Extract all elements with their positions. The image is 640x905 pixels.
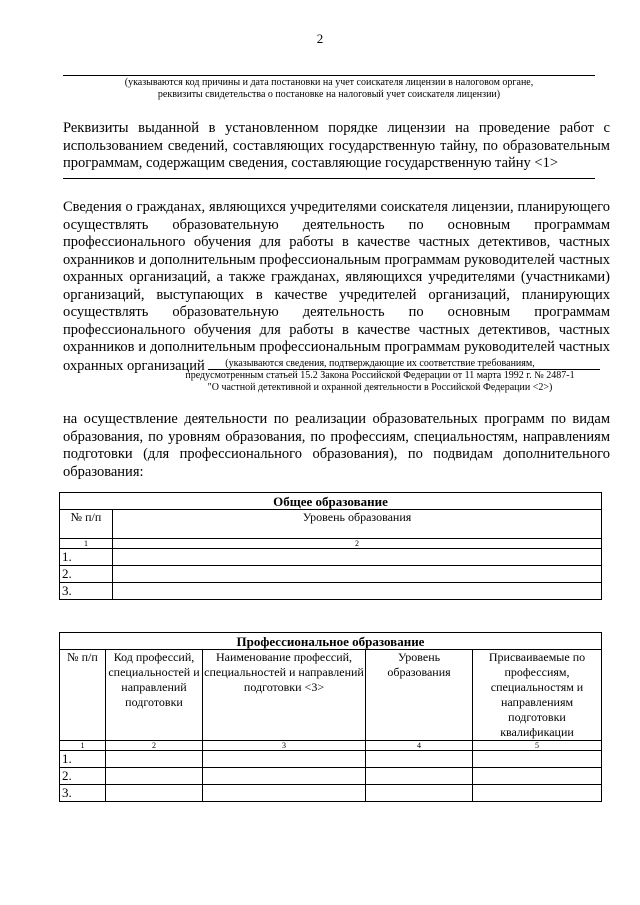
prof-index-5: 5 (473, 741, 602, 751)
general-table-title: Общее образование (60, 493, 602, 510)
prof-name-cell[interactable] (203, 751, 366, 768)
prof-index-1: 1 (60, 741, 106, 751)
general-header-number: № п/п (60, 510, 113, 539)
prof-name-cell[interactable] (203, 785, 366, 802)
prof-level-cell[interactable] (366, 751, 473, 768)
license-details-line (63, 178, 595, 179)
license-details-paragraph: Реквизиты выданной в установленном порядке лицензии на проведение работ с использованием сведений, составляющих государственную тайну, по образовательным программам, содержащим сведения, составляющие государственную тайну <1> (63, 120, 610, 171)
table-row (60, 549, 602, 566)
table-row (60, 768, 602, 785)
prof-qualification-cell[interactable] (473, 768, 602, 785)
table-row (60, 751, 602, 768)
prof-header-number: № п/п (60, 650, 106, 741)
general-header-level: Уровень образования (113, 510, 602, 539)
general-level-cell[interactable] (113, 549, 602, 566)
prof-code-cell[interactable] (106, 751, 203, 768)
prof-header-qualification: Присваиваемые по профессиям, специальностям и направлениям подготовки квалификации (473, 650, 602, 741)
prof-index-3: 3 (203, 741, 366, 751)
tax-registration-line (63, 75, 595, 76)
founders-paragraph (63, 199, 610, 375)
page-number: 2 (316, 31, 324, 46)
prof-qualification-cell[interactable] (473, 751, 602, 768)
prof-qualification-cell[interactable] (473, 785, 602, 802)
prof-index-2: 2 (106, 741, 203, 751)
tax-note-line-2: реквизиты свидетельства о постановке на налоговый учет соискателя лицензии) (157, 89, 501, 100)
row-number: 1. (60, 549, 113, 566)
prof-level-cell[interactable] (366, 785, 473, 802)
activity-paragraph: на осуществление деятельности по реализации образовательных программ по видам образования, по уровням образования, по профессиям, специальностям, направлениям подготовки (для профессионального образования), по подвидам дополнительного образования: (63, 411, 610, 480)
prof-header-name: Наименование профессий, специальностей и направлений подготовки <3> (203, 650, 366, 741)
tax-registration-note (63, 77, 595, 101)
prof-level-cell[interactable] (366, 768, 473, 785)
founders-text: Сведения о гражданах, являющихся учредителями соискателя лицензии, планирующего осуществлять образовательную деятельность по основным программам профессионального обучения для работы в качестве частных детективов, частных охранников и дополнительным профессиональным программам руководителей частных охранных организаций, а также гражданах, являющихся учредителями (участниками) организаций, выступающих в качестве учредителей организаций, планирующих осуществлять образовательную деятельность по основным программам профессионального обучения для работы в качестве частных детективов, частных охранников и дополнительным профессиональным программам руководителей частных охранных организаций (63, 199, 610, 374)
prof-header-level: Уровень образования (366, 650, 473, 741)
table-row (60, 785, 602, 802)
prof-code-cell[interactable] (106, 785, 203, 802)
founders-note (165, 358, 595, 394)
row-number: 3. (60, 785, 106, 802)
professional-education-table (59, 632, 602, 802)
prof-code-cell[interactable] (106, 768, 203, 785)
row-number: 2. (60, 566, 113, 583)
row-number: 1. (60, 751, 106, 768)
row-number: 3. (60, 583, 113, 600)
founders-note-line-2: предусмотренным статьей 15.2 Закона Российской Федерации от 11 марта 1992 г. № 2487-1 (185, 370, 575, 381)
founders-note-line-1: (указываются сведения, подтверждающие их соответствие требованиям, (225, 358, 535, 369)
general-index-2: 2 (113, 539, 602, 549)
prof-index-4: 4 (366, 741, 473, 751)
prof-name-cell[interactable] (203, 768, 366, 785)
general-index-1: 1 (60, 539, 113, 549)
general-education-table (59, 492, 602, 600)
table-row (60, 566, 602, 583)
table-row (60, 583, 602, 600)
prof-header-code: Код профессий, специальностей и направлений подготовки (106, 650, 203, 741)
founders-note-line-3: "О частной детективной и охранной деятельности в Российской Федерации <2>) (207, 382, 553, 393)
row-number: 2. (60, 768, 106, 785)
professional-table-title: Профессиональное образование (60, 633, 602, 650)
tax-note-line-1: (указываются код причины и дата постановки на учет соискателя лицензии в налоговом органе, (124, 77, 534, 88)
general-level-cell[interactable] (113, 583, 602, 600)
general-level-cell[interactable] (113, 566, 602, 583)
